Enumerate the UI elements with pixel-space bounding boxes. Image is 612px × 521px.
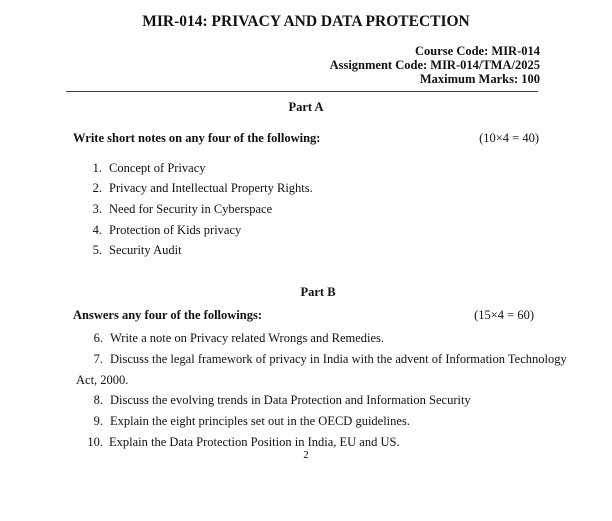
course-code: Course Code: MIR-014 — [415, 44, 540, 58]
part-b-heading: Part B — [300, 285, 336, 299]
item-text: Explain the eight principles set out in the OECD guidelines. — [110, 414, 410, 428]
part-b-marks: (15×4 = 60) — [474, 308, 534, 322]
item-number: 3. — [92, 202, 102, 216]
list-item — [79, 435, 400, 450]
item-number: 10. — [87, 435, 103, 449]
part-a-heading: Part A — [288, 100, 324, 114]
item-number: 7. — [93, 352, 103, 366]
document-title: MIR-014: PRIVACY AND DATA PROTECTION — [142, 13, 470, 30]
part-b-instruction: Answers any four of the followings: — [73, 308, 263, 322]
item-text: Protection of Kids privacy — [109, 223, 242, 237]
item-number: 5. — [92, 243, 102, 257]
item-number: 2. — [92, 181, 102, 195]
list-item — [85, 393, 471, 408]
item-text: Security Audit — [109, 243, 182, 257]
list-item — [84, 243, 182, 258]
maximum-marks: Maximum Marks: 100 — [419, 72, 540, 86]
item-text: Write a note on Privacy related Wrongs and Remedies. — [110, 331, 385, 345]
list-item — [85, 414, 410, 429]
item-number: 9. — [93, 414, 103, 428]
item-number: 6. — [93, 331, 103, 345]
list-item — [84, 223, 241, 238]
list-item — [85, 352, 567, 367]
item-text: Explain the Data Protection Position in India, EU and US. — [109, 435, 400, 449]
item-text: Discuss the legal framework of privacy in India with the advent of Information Technology — [110, 352, 567, 366]
list-item-continuation: Act, 2000. — [76, 373, 129, 387]
part-a-instruction: Write short notes on any four of the following: — [73, 131, 321, 145]
list-item — [84, 161, 206, 176]
list-item — [85, 331, 384, 346]
part-a-marks: (10×4 = 40) — [479, 131, 539, 145]
item-text: Need for Security in Cyberspace — [109, 202, 273, 216]
list-item — [84, 181, 313, 196]
item-number: 4. — [92, 223, 102, 237]
assignment-code: Assignment Code: MIR-014/TMA/2025 — [329, 58, 540, 72]
item-number: 1. — [92, 161, 102, 175]
item-text: Concept of Privacy — [109, 161, 206, 175]
list-item — [84, 202, 272, 217]
header-divider — [66, 91, 538, 92]
item-text: Privacy and Intellectual Property Rights. — [109, 181, 313, 195]
page-number: 2 — [303, 449, 309, 461]
item-text: Discuss the evolving trends in Data Protection and Information Security — [110, 393, 471, 407]
item-number: 8. — [93, 393, 103, 407]
